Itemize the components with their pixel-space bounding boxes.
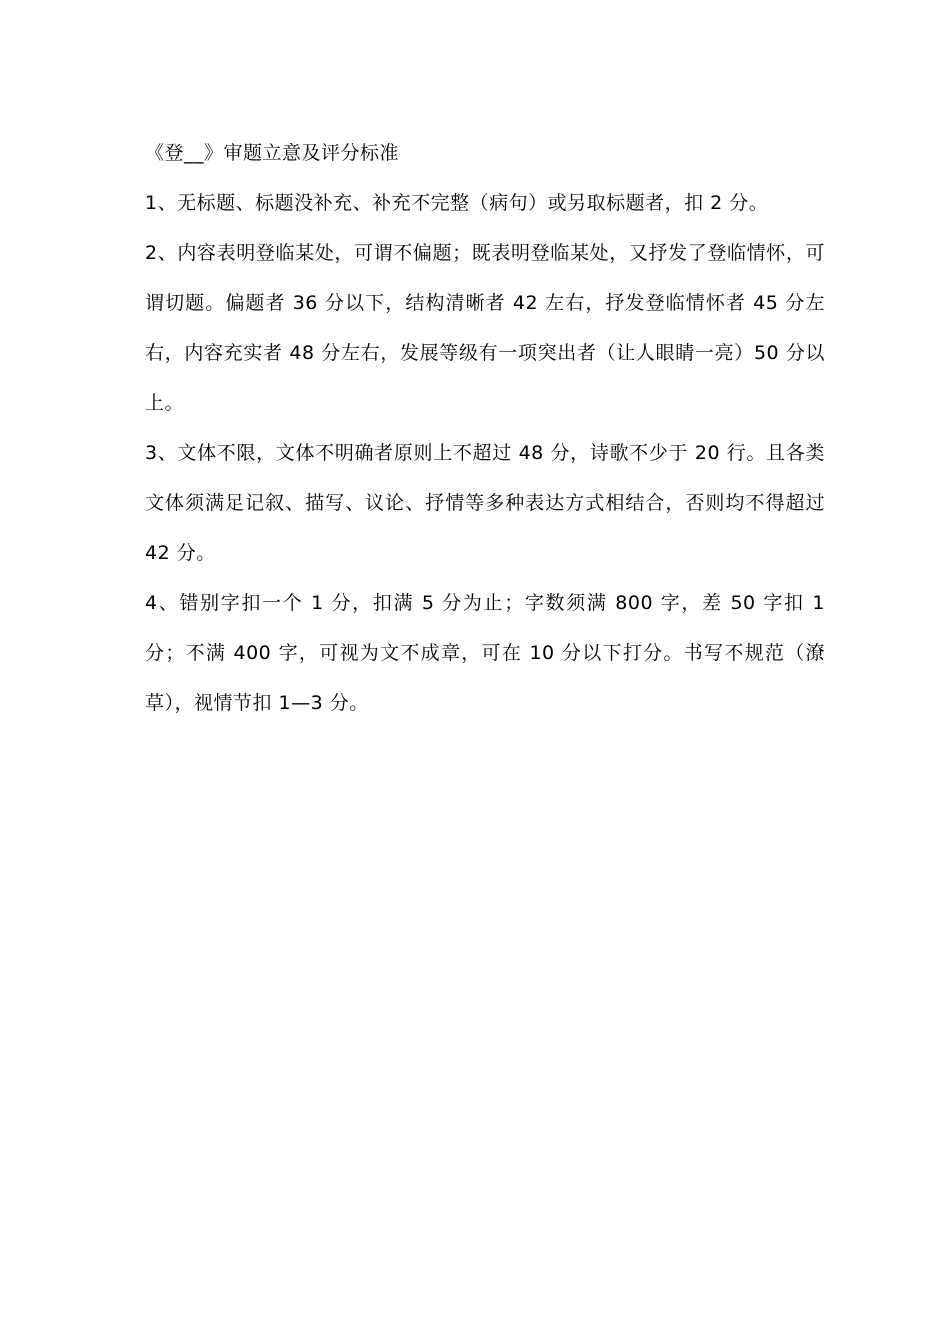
document-body [145, 128, 825, 728]
rule-paragraph-2: 2、内容表明登临某处，可谓不偏题；既表明登临某处，又抒发了登临情怀，可谓切题。偏题者 36 分以下，结构清晰者 42 左右，抒发登临情怀者 45 分左右，内容充实者 48 分左右，发展等级有一项突出者（让人眼睛一亮）50 分以上。 [145, 242, 825, 414]
rule-paragraph-1: 1、无标题、标题没补充、补充不完整（病句）或另取标题者，扣 2 分。 [145, 192, 769, 214]
rule-paragraph-4: 4、错别字扣一个 1 分，扣满 5 分为止；字数须满 800 字，差 50 字扣 1 分；不满 400 字，可视为文不成章，可在 10 分以下打分。书写不规范（潦草），视情节扣 1—3 分。 [145, 592, 825, 714]
document-title: 《登__》审题立意及评分标准 [145, 142, 400, 164]
rule-paragraph-3: 3、文体不限，文体不明确者原则上不超过 48 分，诗歌不少于 20 行。且各类文体须满足记叙、描写、议论、抒情等多种表达方式相结合，否则均不得超过 42 分。 [145, 442, 825, 564]
